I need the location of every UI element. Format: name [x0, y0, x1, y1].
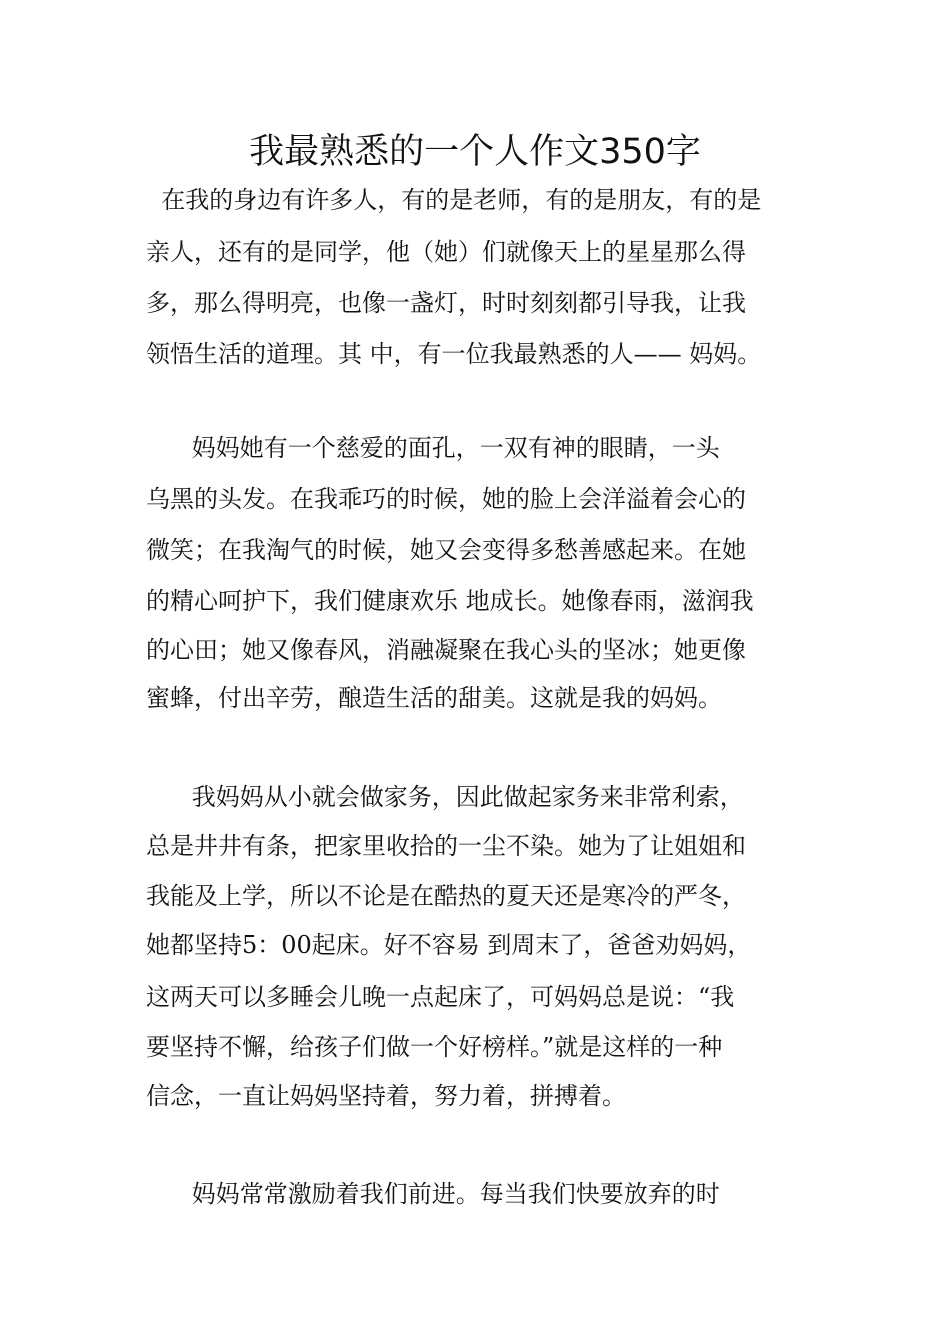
text-line: 的心田；她又像春风，消融凝聚在我心头的坚冰；她更像: [146, 636, 746, 664]
text-line: 总是井井有条，把家里收拾的一尘不染。她为了让姐姐和: [146, 832, 746, 860]
text-line: 妈妈她有一个慈爱的面孔，一双有神的眼睛，一头: [146, 434, 720, 462]
text-line: 妈妈常常激励着我们前进。每当我们快要放弃的时: [146, 1180, 720, 1208]
text-line: 领悟生活的道理。其 中，有一位我最熟悉的人—— 妈妈。: [146, 340, 762, 368]
text-line: 的精心呵护下，我们健康欢乐 地成长。她像春雨，滋润我: [146, 587, 754, 615]
text-line: 微笑；在我淘气的时候，她又会变得多愁善感起来。在她: [146, 536, 746, 564]
text-line: 乌黑的头发。在我乖巧的时候，她的脸上会洋溢着会心的: [146, 485, 746, 513]
text-line: 要坚持不懈，给孩子们做一个好榜样。”就是这样的一种: [146, 1033, 723, 1061]
document-title: 我最熟悉的一个人作文350字: [249, 132, 701, 172]
text-line: 这两天可以多睡会儿晚一点起床了，可妈妈总是说：“我: [146, 983, 735, 1011]
text-line: 多，那么得明亮，也像一盏灯，时时刻刻都引导我，让我: [146, 289, 746, 317]
text-line: 信念，一直让妈妈坚持着，努力着，拼搏着。: [146, 1082, 626, 1110]
text-line: 我能及上学，所以不论是在酷热的夏天还是寒冷的严冬，: [146, 882, 746, 910]
text-line: 她都坚持5：00起床。好不容易 到周末了，爸爸劝妈妈，: [146, 931, 752, 959]
text-line: 亲人，还有的是同学，他（她）们就像天上的星星那么得: [146, 238, 746, 266]
text-line: 蜜蜂，付出辛劳，酿造生活的甜美。这就是我的妈妈。: [146, 684, 722, 712]
text-line: 我妈妈从小就会做家务，因此做起家务来非常利索，: [146, 783, 744, 811]
text-line: 在我的身边有许多人，有的是老师，有的是朋友，有的是: [146, 186, 762, 214]
